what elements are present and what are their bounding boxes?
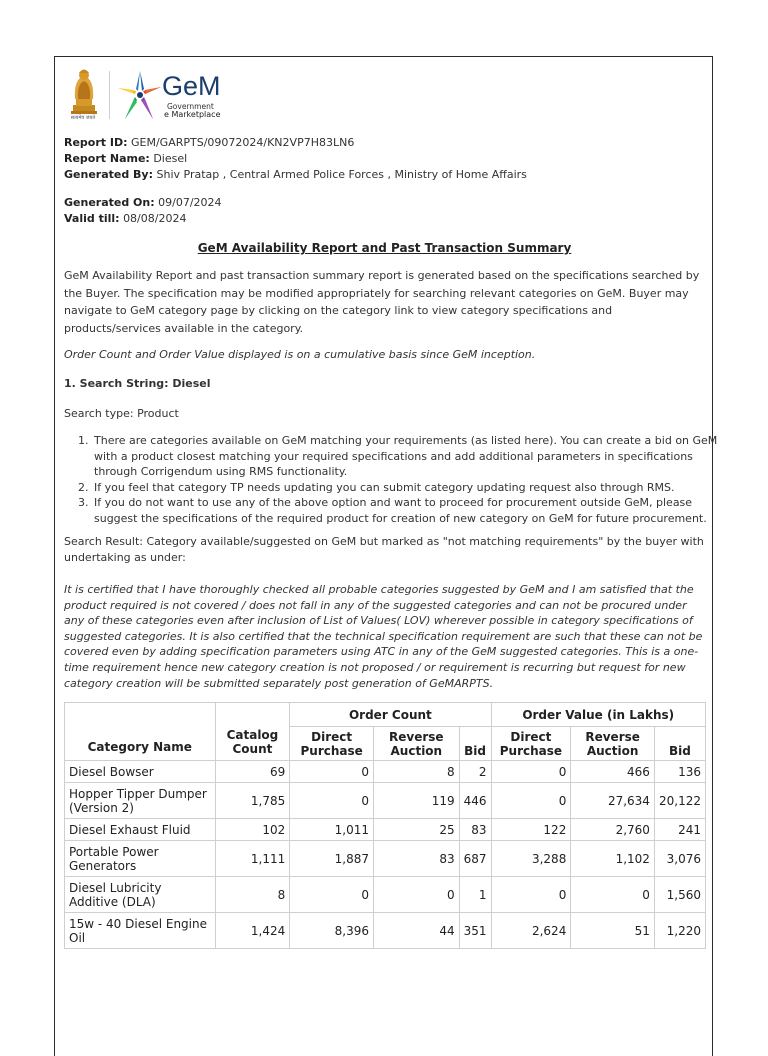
oc-reverse-cell: 83 (374, 841, 460, 877)
logo-divider (109, 71, 110, 119)
group-order-count: Order Count (290, 703, 491, 727)
col-catalog-count: Catalog Count (215, 703, 290, 761)
generated-by-line (64, 167, 527, 183)
ov-direct-cell: 122 (491, 819, 571, 841)
generated-on-line (64, 195, 222, 211)
oc-direct-cell: 8,396 (290, 913, 374, 949)
oc-direct-cell: 0 (290, 877, 374, 913)
report-name-line (64, 151, 187, 167)
col-category-name: Category Name (65, 703, 216, 761)
oc-reverse-cell: 0 (374, 877, 460, 913)
category-name-cell: Diesel Bowser (65, 761, 216, 783)
table-group-header-row (65, 703, 706, 727)
catalog-count-cell: 1,111 (215, 841, 290, 877)
ov-direct-cell: 3,288 (491, 841, 571, 877)
oc-reverse-cell: 25 (374, 819, 460, 841)
report-id-value: GEM/GARPTS/09072024/KN2VP7H83LN6 (131, 136, 355, 149)
oc-direct-cell: 0 (290, 783, 374, 819)
ov-direct-cell: 0 (491, 761, 571, 783)
valid-till-value: 08/08/2024 (123, 212, 187, 225)
oc-bid-cell: 83 (459, 819, 491, 841)
col-oc-direct-purchase: Direct Purchase (290, 727, 374, 761)
oc-reverse-cell: 119 (374, 783, 460, 819)
report-name-label: Report Name: (64, 152, 150, 165)
category-name-cell: 15w - 40 Diesel Engine Oil (65, 913, 216, 949)
oc-reverse-cell: 44 (374, 913, 460, 949)
col-ov-bid: Bid (654, 727, 705, 761)
category-summary-table (64, 702, 706, 949)
oc-bid-cell: 687 (459, 841, 491, 877)
ov-direct-cell: 0 (491, 783, 571, 819)
col-ov-reverse-auction: Reverse Auction (571, 727, 655, 761)
report-id-label: Report ID: (64, 136, 128, 149)
table-row (65, 877, 706, 913)
valid-till-label: Valid till: (64, 212, 120, 225)
oc-reverse-cell: 8 (374, 761, 460, 783)
ov-reverse-cell: 2,760 (571, 819, 655, 841)
oc-direct-cell: 0 (290, 761, 374, 783)
requirement-item: 1. There are categories available on GeM matching your requirements (as listed here). You can create a bid on GeM with a product closest matching your required specifications and add additional parameters in specifications through Corrigendum using RMS functionality. (92, 433, 722, 480)
gem-wordmark: GeM (162, 71, 221, 101)
ov-bid-cell: 136 (654, 761, 705, 783)
ov-reverse-cell: 51 (571, 913, 655, 949)
col-ov-direct-purchase: Direct Purchase (491, 727, 571, 761)
catalog-count-cell: 1,785 (215, 783, 290, 819)
report-id-line (64, 135, 354, 151)
requirements-list (64, 433, 722, 526)
generated-by-label: Generated By: (64, 168, 154, 181)
intro-paragraph: GeM Availability Report and past transaction summary report is generated based on the specifications searched by the Buyer. The specification may be modified appropriately for searching relevant categories on GeM. Buyer may navigate to GeM category page by clicking on the category link to view category specifications and products/services available in the category. (64, 269, 700, 335)
table-row (65, 819, 706, 841)
search-result: Search Result: Category available/suggested on GeM but marked as "not matching requirements" by the buyer with undertaking as under: (64, 535, 704, 564)
header-logos (65, 65, 265, 127)
requirement-item: 3. If you do not want to use any of the above option and want to proceed for procurement outside GeM, please suggest the specifications of the required product for creation of new category on GeM for future procurement. (92, 495, 722, 526)
generated-by-value: Shiv Pratap , Central Armed Police Forces , Ministry of Home Affairs (156, 168, 527, 181)
catalog-count-cell: 8 (215, 877, 290, 913)
catalog-count-cell: 1,424 (215, 913, 290, 949)
table-row (65, 913, 706, 949)
ov-bid-cell: 3,076 (654, 841, 705, 877)
category-name-cell: Diesel Exhaust Fluid (65, 819, 216, 841)
valid-till-line (64, 211, 186, 227)
oc-bid-cell: 446 (459, 783, 491, 819)
oc-direct-cell: 1,887 (290, 841, 374, 877)
gem-subtitle-government: Government (167, 102, 214, 111)
ov-reverse-cell: 466 (571, 761, 655, 783)
ov-bid-cell: 20,122 (654, 783, 705, 819)
report-title: GeM Availability Report and Past Transaction Summary (197, 241, 572, 255)
oc-bid-cell: 2 (459, 761, 491, 783)
oc-direct-cell: 1,011 (290, 819, 374, 841)
oc-bid-cell: 351 (459, 913, 491, 949)
category-name-cell: Portable Power Generators (65, 841, 216, 877)
catalog-count-cell: 69 (215, 761, 290, 783)
ov-reverse-cell: 1,102 (571, 841, 655, 877)
table-row (65, 783, 706, 819)
col-oc-bid: Bid (459, 727, 491, 761)
search-type: Search type: Product (64, 407, 179, 420)
ov-reverse-cell: 27,634 (571, 783, 655, 819)
ov-bid-cell: 241 (654, 819, 705, 841)
catalog-count-cell: 102 (215, 819, 290, 841)
gem-star-logo-icon (115, 69, 165, 123)
gem-subtitle-marketplace: e Marketplace (164, 110, 221, 119)
certification-statement: It is certified that I have thoroughly checked all probable categories suggested by GeM and I am satisfied that the product required is not covered / does not fall in any of the suggested categories and can not be procured under any of these categories even after inclusion of List of Values( LOV) wherever possible in category specifications of suggested categories. It is also certified that the technical specification requirement are such that these can not be covered even by adding specification parameters using ATC in any of the GeM suggested categories. This is a one-time requirement hence new category creation is not proposed / or requirement is recurring but request for new category creation will be submitted separately post generation of GeMARPTS. (64, 583, 703, 690)
oc-bid-cell: 1 (459, 877, 491, 913)
cumulative-note: Order Count and Order Value displayed is on a cumulative basis since GeM inception. (64, 348, 536, 361)
ov-direct-cell: 0 (491, 877, 571, 913)
group-order-value: Order Value (in Lakhs) (491, 703, 706, 727)
category-name-cell: Diesel Lubricity Additive (DLA) (65, 877, 216, 913)
generated-on-label: Generated On: (64, 196, 155, 209)
report-page (54, 56, 718, 1056)
table-row (65, 841, 706, 877)
ov-bid-cell: 1,220 (654, 913, 705, 949)
generated-on-value: 09/07/2024 (158, 196, 222, 209)
requirement-item: 2. If you feel that category TP needs updating you can submit category updating request also through RMS. (92, 480, 722, 496)
ov-reverse-cell: 0 (571, 877, 655, 913)
table-row (65, 761, 706, 783)
emblem-motto: सत्यमेव जयते (70, 115, 96, 121)
search-string-heading: 1. Search String: Diesel (64, 377, 211, 390)
ov-bid-cell: 1,560 (654, 877, 705, 913)
col-oc-reverse-auction: Reverse Auction (374, 727, 460, 761)
report-name-value: Diesel (153, 152, 188, 165)
category-name-cell: Hopper Tipper Dumper (Version 2) (65, 783, 216, 819)
ov-direct-cell: 2,624 (491, 913, 571, 949)
